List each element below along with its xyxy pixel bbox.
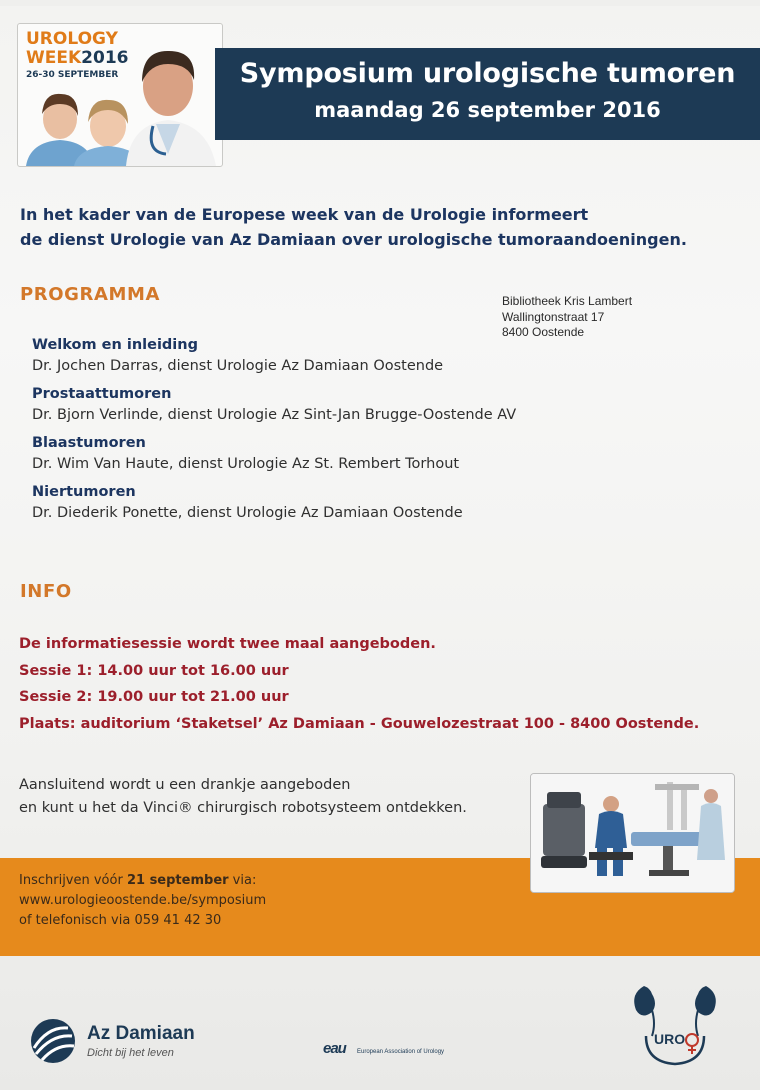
closing-line-2: en kunt u het da Vinci® chirurgisch robotsysteem ontdekken. [19, 800, 467, 816]
da-vinci-robot-photo [530, 773, 735, 893]
info-line: Plaats: auditorium ‘Staketsel’ Az Damiaan - Gouwelozestraat 100 - 8400 Oostende. [19, 715, 700, 732]
programma-topic: Niertumoren [32, 484, 136, 500]
list-item [32, 482, 652, 524]
registration-suffix: via: [228, 873, 257, 888]
stamp-line-2: Wallingtonstraat 17 [502, 309, 605, 324]
eau-logo-text: European Association of Urology [357, 1049, 445, 1055]
intro-line-2: de dienst Urologie van Az Damiaan over urologische tumoraandoeningen. [20, 230, 687, 249]
info-heading: INFO [20, 581, 72, 602]
intro-text [20, 202, 720, 252]
list-item [32, 433, 652, 475]
logo-dates: 26-30 SEPTEMBER [26, 70, 119, 80]
az-damiaan-logo-icon [28, 1018, 78, 1064]
robot-illustration [531, 774, 734, 892]
info-line: Sessie 2: 19.00 uur tot 21.00 uur [19, 689, 289, 705]
eau-logo-mark: eau [323, 1040, 346, 1057]
page-title: Symposium urologische tumoren [239, 58, 736, 89]
programma-speaker: Dr. Jochen Darras, dienst Urologie Az Damiaan Oostende [32, 358, 444, 374]
logo-year: 2016 [81, 48, 129, 68]
stamp-line-1: Bibliotheek Kris Lambert [502, 294, 633, 308]
programma-speaker: Dr. Bjorn Verlinde, dienst Urologie Az Sint-Jan Brugge-Oostende AV [32, 407, 517, 423]
stamp-line-3: 8400 Oostende [502, 325, 585, 339]
closing-line-1: Aansluitend wordt u een drankje aangeboden [19, 777, 351, 793]
registration-text [19, 871, 419, 931]
info-line: De informatiesessie wordt twee maal aangeboden. [19, 636, 436, 652]
doctors-illustration [18, 24, 222, 166]
registration-deadline: 21 september [126, 873, 229, 888]
registration-url[interactable]: www.urologieoostende.be/symposium [19, 893, 267, 908]
programma-heading: PROGRAMMA [20, 284, 161, 305]
az-damiaan-name: Az Damiaan [87, 1023, 195, 1044]
library-stamp [502, 294, 632, 341]
programma-topic: Prostaattumoren [32, 386, 172, 402]
info-details [19, 631, 739, 737]
registration-phone: of telefonisch via 059 41 42 30 [19, 913, 222, 928]
logo-week-word: WEEK [26, 48, 82, 68]
programma-speaker: Dr. Diederik Ponette, dienst Urologie Az Damiaan Oostende [32, 505, 463, 521]
event-date: maandag 26 september 2016 [314, 98, 661, 122]
urology-week-logo [17, 23, 223, 167]
list-item [32, 384, 652, 426]
az-damiaan-tagline: Dicht bij het leven [87, 1047, 174, 1059]
info-line: Sessie 1: 14.00 uur tot 16.00 uur [19, 662, 289, 679]
registration-prefix: Inschrijven vóór [19, 873, 127, 888]
programma-list [32, 335, 652, 531]
programma-speaker: Dr. Wim Van Haute, dienst Urologie Az St. Rembert Torhout [32, 456, 460, 472]
closing-text [19, 774, 519, 820]
registration-deadline-line [19, 871, 419, 891]
logo-line1: UROLOGY [26, 29, 118, 49]
programma-topic: Blaastumoren [32, 435, 146, 451]
list-item [32, 335, 652, 377]
uro-logo-text: URO [654, 1031, 686, 1047]
programma-topic: Welkom en inleiding [32, 337, 198, 353]
intro-line-1: In het kader van de Europese week van de Urologie informeert [20, 205, 589, 224]
